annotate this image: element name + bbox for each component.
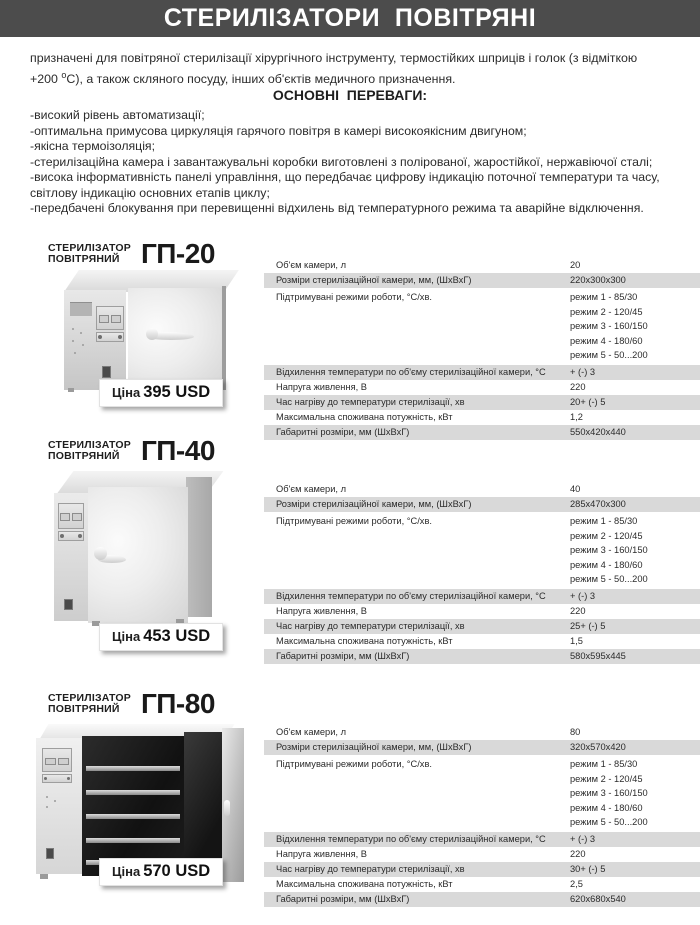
product-kicker-line2: ПОВІТРЯНИЙ: [48, 703, 120, 715]
table-row: [264, 649, 700, 664]
product-kicker: [48, 693, 131, 716]
spec-label-dimensions: Габаритні розміри, мм (ШхВхГ): [276, 893, 410, 904]
indicator-lamp: [67, 777, 70, 780]
mode-item: режим 4 - 180/60: [570, 802, 643, 813]
product-kicker-line1: СТЕРИЛІЗАТОР: [48, 691, 131, 704]
spec-label-heating-time: Час нагріву до температури стерилізації, хв: [276, 863, 465, 874]
indicator-lamp: [118, 335, 122, 339]
spec-label-voltage: Напруга живлення, В: [276, 848, 367, 859]
table-row: [264, 482, 700, 497]
spec-table-gp20: [264, 258, 700, 440]
hole-dot: [72, 328, 74, 330]
indicator-lamp: [44, 777, 47, 780]
table-row: [264, 604, 700, 619]
spec-label-chamber-size: Розміри стерилізаційної камери, мм, (ШхВхГ): [276, 742, 472, 752]
spec-label-modes: Підтримувані режими роботи, °С/хв.: [276, 292, 432, 302]
table-row: [264, 634, 700, 649]
hole-dot: [74, 352, 76, 354]
product-kicker-line1: СТЕРИЛІЗАТОР: [48, 438, 131, 451]
spec-label-dimensions: Габаритні розміри, мм (ШхВхГ): [276, 650, 410, 661]
hole-dot: [82, 344, 84, 346]
spec-value-power: 2,5: [570, 878, 583, 889]
door-handle-base: [146, 328, 158, 340]
spec-value-volume: 20: [570, 260, 581, 270]
table-row: [264, 365, 700, 380]
intro-line-2-prefix: +200: [30, 71, 62, 86]
price-label: Ціна: [112, 864, 141, 879]
table-row: [264, 512, 700, 589]
table-row: [264, 725, 700, 740]
product-block-gp40: [0, 437, 700, 682]
table-row: [264, 877, 700, 892]
advantage-item: -передбачені блокування при перевищенні відхилень від температурного режима та аварійне відключення.: [30, 201, 644, 215]
chassis-right-edge: [222, 286, 226, 390]
temperature-display: [45, 758, 56, 765]
power-switch: [64, 599, 73, 610]
spec-value-power: 1,2: [570, 411, 583, 422]
product-model-name: ГП-80: [140, 688, 215, 719]
table-row: [264, 410, 700, 425]
advantages-heading: ОСНОВНІ ПЕРЕВАГИ:: [272, 87, 428, 103]
mode-item: режим 3 - 160/150: [570, 321, 648, 331]
mode-item: режим 5 - 50...200: [570, 574, 648, 584]
power-switch: [46, 848, 54, 859]
table-row: [264, 497, 700, 512]
sterilizer-gp40-photo: [40, 469, 250, 639]
timer-display: [58, 758, 69, 765]
product-block-gp80: [0, 690, 700, 920]
table-row: [264, 288, 700, 365]
price-badge-gp40: [99, 623, 223, 651]
indicator-lamp: [60, 534, 64, 538]
chassis-foot: [68, 388, 74, 392]
mode-item: режим 2 - 120/45: [570, 773, 643, 784]
advantage-item: -оптимальна примусова циркуляція гарячого повітря в камері високоякісним двигуном;: [30, 123, 527, 138]
advantage-item: -стерилізаційна камера і завантажувальні коробки виготовлені з полірованої, жаростійкої, нержавіючої сталі;: [30, 154, 653, 169]
hole-dot: [54, 800, 56, 802]
mode-item: режим 4 - 180/60: [570, 335, 643, 346]
spec-label-heating-time: Час нагріву до температури стерилізації, хв: [276, 620, 465, 631]
price-label: Ціна: [112, 385, 141, 400]
table-row: [264, 847, 700, 862]
table-row: [264, 395, 700, 410]
hole-dot: [46, 796, 48, 798]
spec-label-power: Максимальна споживана потужність, кВт: [276, 878, 453, 889]
table-row: [264, 755, 700, 832]
mode-item: режим 1 - 85/30: [570, 292, 638, 302]
vent-grille: [70, 302, 92, 316]
spec-value-volume: 80: [570, 727, 581, 737]
table-row: [264, 740, 700, 755]
spec-label-volume: Об'єм камери, л: [276, 260, 347, 270]
spec-value-voltage: 220: [570, 605, 586, 616]
table-row: [264, 832, 700, 847]
product-block-gp20: [0, 240, 700, 435]
spec-value-chamber-size: 220x300x300: [570, 275, 626, 285]
spec-table-gp40: [264, 482, 700, 664]
timer-display: [111, 315, 121, 323]
advantages-list: [30, 108, 680, 217]
hole-dot: [80, 332, 82, 334]
door-handle-base: [94, 547, 107, 560]
spec-label-modes: Підтримувані режими роботи, °С/хв.: [276, 759, 432, 769]
spec-value-heating-time: 25+ (-) 5: [570, 620, 606, 631]
spec-value-dimensions: 620x680x540: [570, 893, 626, 904]
chassis-foot: [40, 874, 48, 879]
spec-label-heating-time: Час нагріву до температури стерилізації, хв: [276, 396, 465, 407]
power-switch: [102, 366, 111, 378]
spec-label-power: Максимальна споживана потужність, кВт: [276, 635, 453, 646]
spec-label-chamber-size: Розміри стерилізаційної камери, мм, (ШхВхГ): [276, 275, 472, 285]
price-value: 395 USD: [143, 383, 211, 401]
mode-item: режим 5 - 50...200: [570, 817, 648, 827]
product-kicker: [48, 440, 131, 463]
spec-value-volume: 40: [570, 484, 581, 494]
table-row: [264, 258, 700, 273]
indicator-lamp: [98, 335, 102, 339]
product-kicker-line2: ПОВІТРЯНИЙ: [48, 450, 120, 462]
mode-item: режим 1 - 85/30: [570, 516, 638, 526]
spec-value-dimensions: 580x595x445: [570, 650, 626, 661]
product-model-name: ГП-40: [140, 435, 215, 466]
spec-value-modes: [566, 755, 652, 832]
spec-label-deviation: Відхилення температури по об'єму стерилізаційної камери, °С: [276, 590, 546, 601]
mode-item: режим 5 - 50...200: [570, 350, 648, 360]
door-inner-face: [184, 732, 224, 878]
hole-dot: [46, 806, 48, 808]
mode-item: режим 1 - 85/30: [570, 759, 638, 769]
advantage-item: -висока інформативність панелі управління, що передбачає цифрову індикацію поточної температури та часу, світлову індикацію основних етапів циклу;: [30, 170, 660, 200]
spec-label-modes: Підтримувані режими роботи, °С/хв.: [276, 516, 432, 526]
door-handle: [224, 800, 230, 816]
spec-label-deviation: Відхилення температури по об'єму стерилізаційної камери, °С: [276, 366, 546, 377]
intro-line-2-suffix: С), а також скляного посуду, інших об'єктів медичного призначення.: [66, 71, 456, 86]
mode-item: режим 2 - 120/45: [570, 530, 643, 541]
product-heading-gp40: [48, 437, 215, 465]
spec-label-chamber-size: Розміри стерилізаційної камери, мм, (ШхВхГ): [276, 499, 472, 509]
price-label: Ціна: [112, 629, 141, 644]
advantage-item: -високий рівень автоматизації;: [30, 108, 205, 122]
product-heading-gp20: [48, 240, 215, 268]
spec-value-deviation: + (-) 3: [570, 366, 596, 377]
spec-value-power: 1,5: [570, 635, 583, 646]
product-kicker-line1: СТЕРИЛІЗАТОР: [48, 241, 131, 254]
chassis-right-side: [186, 477, 212, 617]
spec-value-chamber-size: 320x570x420: [570, 742, 626, 752]
mode-item: режим 3 - 160/150: [570, 545, 648, 555]
spec-value-voltage: 220: [570, 381, 586, 392]
spec-value-deviation: + (-) 3: [570, 590, 596, 601]
product-heading-gp80: [48, 690, 215, 718]
table-row: [264, 273, 700, 288]
spec-value-modes: [566, 512, 652, 589]
price-value: 570 USD: [143, 862, 211, 880]
spec-value-deviation: + (-) 3: [570, 833, 596, 844]
temperature-display: [99, 315, 109, 323]
page-title: СТЕРИЛІЗАТОРИ ПОВІТРЯНІ: [163, 4, 537, 32]
spec-value-modes: [566, 288, 652, 365]
spec-value-voltage: 220: [570, 848, 586, 859]
spec-label-voltage: Напруга живлення, В: [276, 381, 367, 392]
product-model-name: ГП-20: [140, 238, 215, 269]
advantage-item: -якісна термоізоляція;: [30, 139, 156, 153]
indicator-lamp: [78, 534, 82, 538]
spec-label-volume: Об'єм камери, л: [276, 727, 347, 737]
spec-value-dimensions: 550x420x440: [570, 426, 626, 437]
page-header-banner: [0, 0, 700, 37]
temperature-display: [60, 513, 70, 521]
table-row: [264, 380, 700, 395]
intro-line-1: призначені для повітряної стерилізації хірургічного інструменту, термостійких шприців і голок (з відміткою: [30, 51, 638, 65]
price-badge-gp80: [99, 858, 223, 886]
chamber-shelf: [86, 790, 180, 795]
spec-value-heating-time: 20+ (-) 5: [570, 396, 606, 407]
chamber-shelf: [86, 838, 180, 843]
degree-symbol: о: [61, 69, 67, 80]
table-row: [264, 619, 700, 634]
spec-label-dimensions: Габаритні розміри, мм (ШхВхГ): [276, 426, 410, 437]
spec-value-chamber-size: 285x470x300: [570, 499, 626, 509]
intro-paragraph: [30, 50, 675, 87]
product-kicker-line2: ПОВІТРЯНИЙ: [48, 253, 120, 265]
hole-dot: [72, 340, 74, 342]
timer-display: [72, 513, 82, 521]
mode-item: режим 2 - 120/45: [570, 306, 643, 317]
price-badge-gp20: [99, 379, 223, 407]
mode-item: режим 3 - 160/150: [570, 788, 648, 798]
mode-item: режим 4 - 180/60: [570, 559, 643, 570]
spec-label-deviation: Відхилення температури по об'єму стерилізаційної камери, °С: [276, 833, 546, 844]
spec-label-volume: Об'єм камери, л: [276, 484, 347, 494]
sterilization-chamber: [82, 736, 184, 876]
price-value: 453 USD: [143, 627, 211, 645]
spec-value-heating-time: 30+ (-) 5: [570, 863, 606, 874]
chamber-shelf: [86, 814, 180, 819]
spec-table-gp80: [264, 725, 700, 907]
chamber-shelf: [86, 766, 180, 771]
spec-label-voltage: Напруга живлення, В: [276, 605, 367, 616]
product-kicker: [48, 243, 131, 266]
table-row: [264, 589, 700, 604]
spec-label-power: Максимальна споживана потужність, кВт: [276, 411, 453, 422]
table-row: [264, 892, 700, 907]
table-row: [264, 862, 700, 877]
